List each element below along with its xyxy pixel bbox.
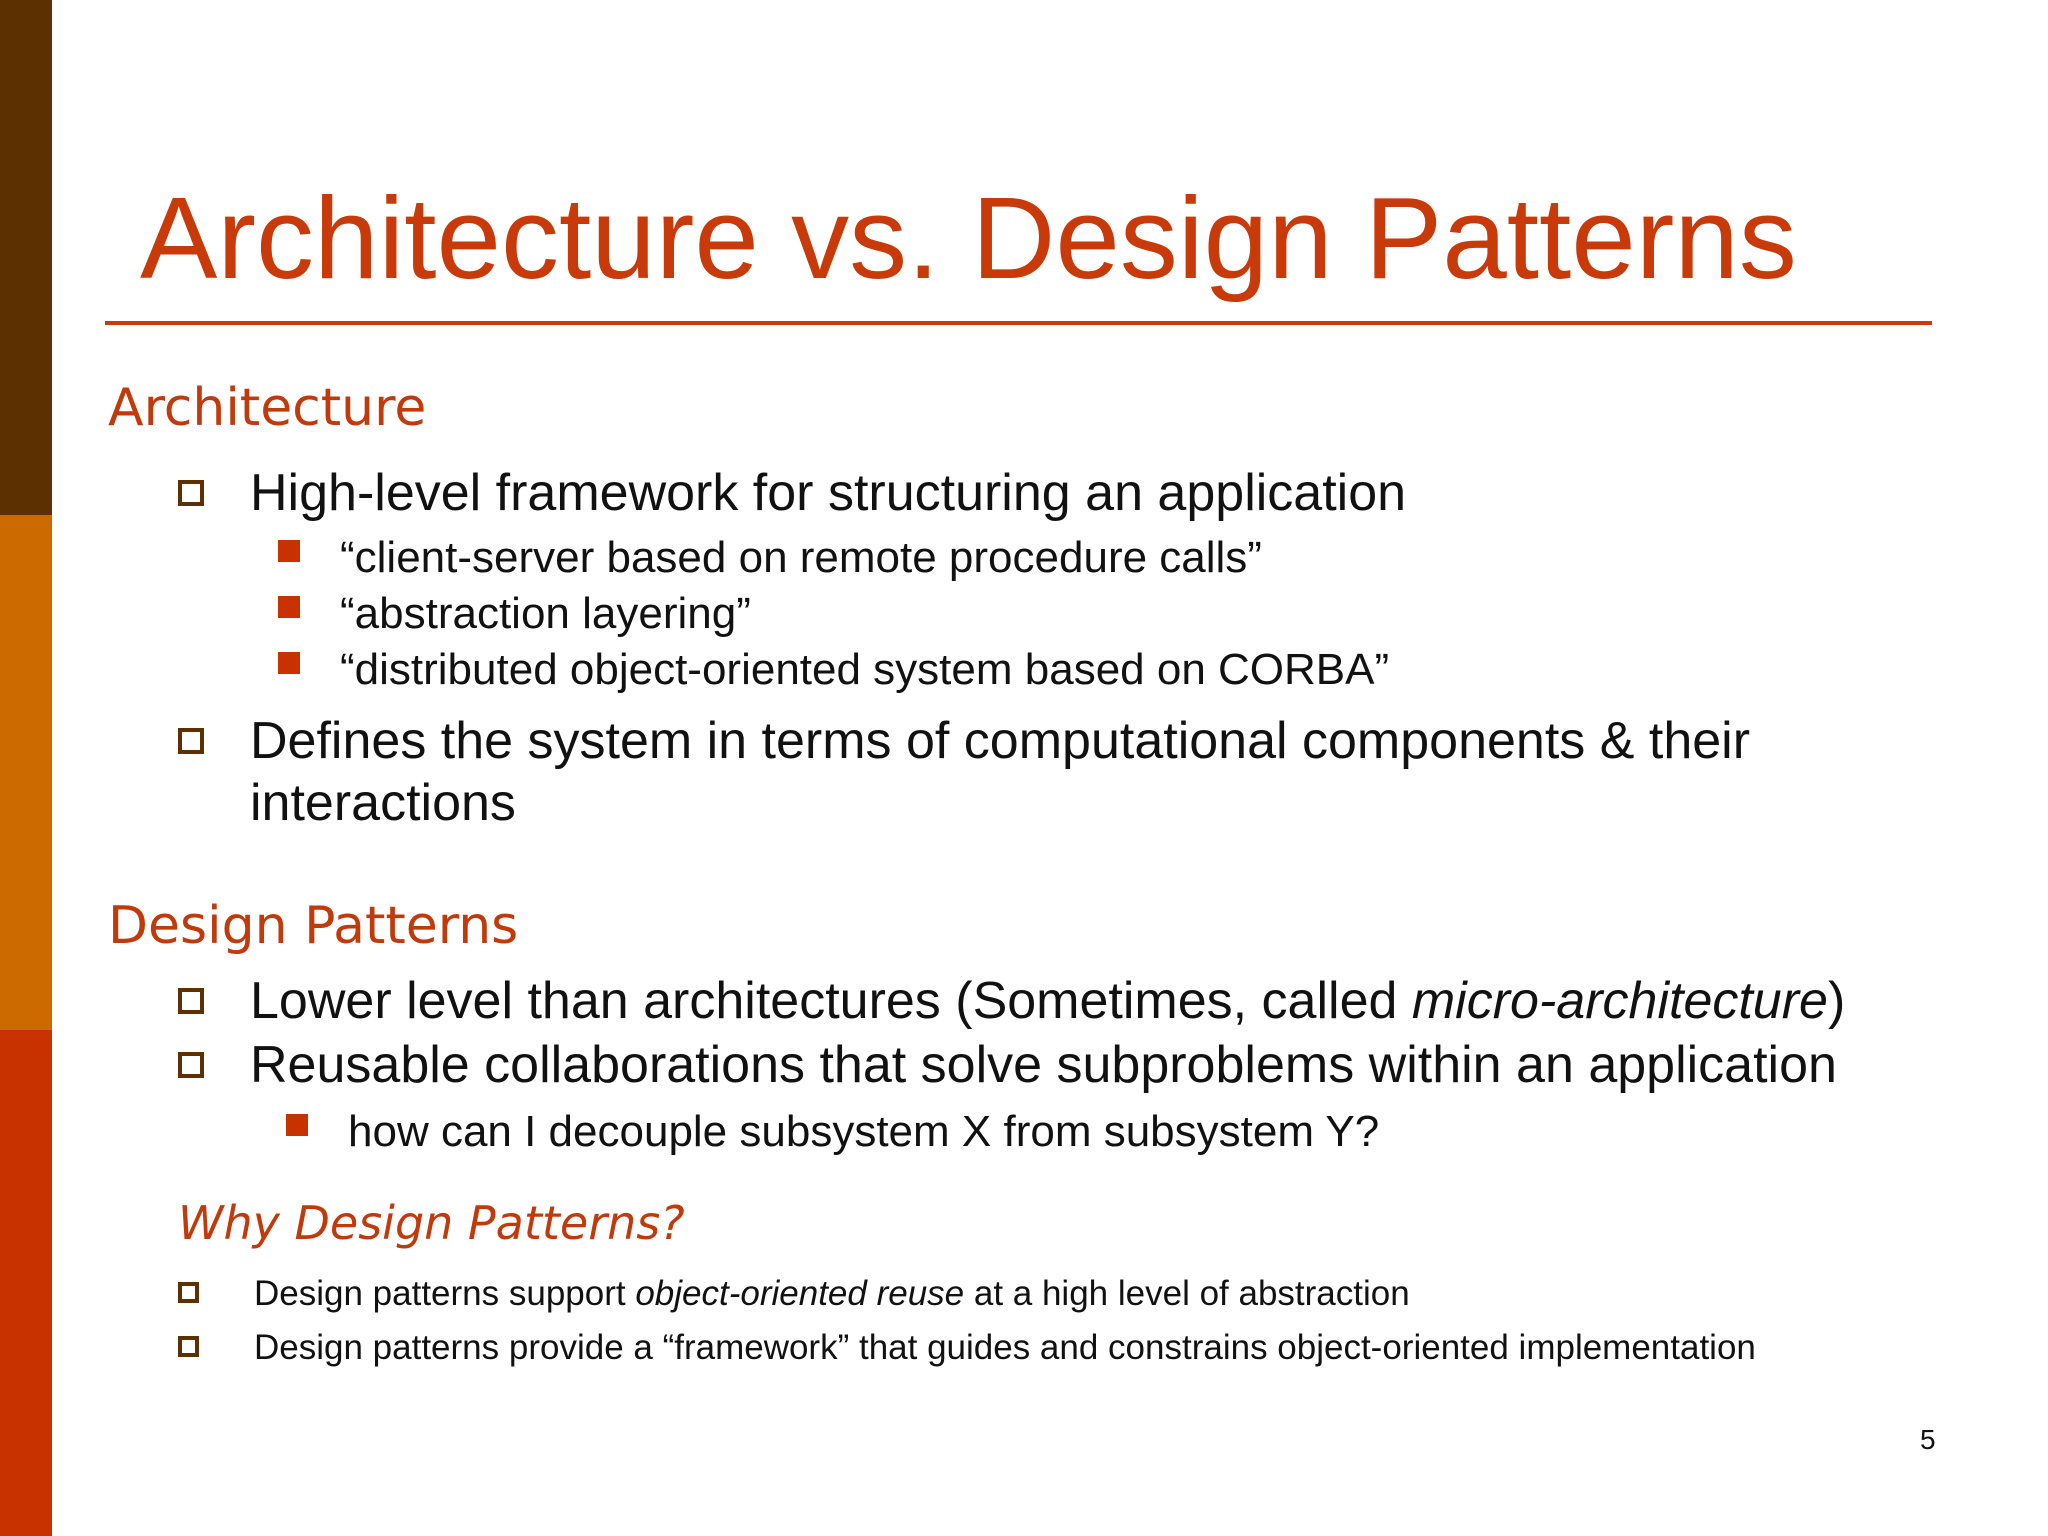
filled-square-bullet-icon	[278, 540, 300, 562]
filled-square-bullet-icon	[278, 652, 300, 674]
bullet-text-line-2: interactions	[250, 774, 516, 832]
slide-title: Architecture vs. Design Patterns	[140, 173, 1797, 303]
hollow-square-bullet-icon	[178, 480, 204, 506]
why-design-patterns-heading: Why Design Patterns?	[178, 1196, 685, 1250]
sub-bullet-text: “client-server based on remote procedure calls”	[340, 533, 1262, 582]
sidebar-accent-middle	[0, 515, 52, 1030]
filled-square-bullet-icon	[286, 1114, 308, 1136]
bullet-text	[254, 1272, 1410, 1316]
hollow-square-bullet-icon	[178, 1052, 204, 1078]
bullet-text-line-1: Defines the system in terms of computational components & their	[250, 712, 1751, 770]
hollow-square-bullet-icon	[178, 1336, 199, 1357]
bullet-text-post: at a high level of abstraction	[964, 1274, 1410, 1313]
bullet-text-post: )	[1827, 972, 1846, 1030]
hollow-square-bullet-icon	[178, 1282, 199, 1303]
architecture-heading: Architecture	[108, 378, 427, 438]
bullet-text-pre: Design patterns support	[254, 1274, 636, 1313]
bullet-text-pre: Lower level than architectures (Sometimes, called	[250, 972, 1412, 1030]
design-patterns-heading: Design Patterns	[108, 896, 519, 956]
bullet-text	[250, 970, 1845, 1032]
bullet-text: Design patterns provide a “framework” that guides and constrains object-oriented implementation	[254, 1328, 1756, 1367]
bullet-text-emphasis: object-oriented reuse	[635, 1274, 965, 1313]
sub-bullet-text: “distributed object-oriented system based on CORBA”	[340, 645, 1390, 694]
hollow-square-bullet-icon	[178, 728, 204, 754]
title-divider	[105, 321, 1932, 325]
sub-bullet-text: how can I decouple subsystem X from subsystem Y?	[348, 1107, 1380, 1156]
bullet-text: High-level framework for structuring an application	[250, 464, 1407, 522]
bullet-text-emphasis: micro-architecture	[1411, 972, 1828, 1030]
hollow-square-bullet-icon	[178, 988, 204, 1014]
filled-square-bullet-icon	[278, 596, 300, 618]
sub-bullet-text: “abstraction layering”	[340, 589, 751, 638]
sidebar-accent-top	[0, 0, 52, 515]
bullet-text: Reusable collaborations that solve subproblems within an application	[250, 1036, 1837, 1094]
page-number: 5	[1920, 1424, 1936, 1455]
sidebar-accent-bottom	[0, 1030, 52, 1536]
